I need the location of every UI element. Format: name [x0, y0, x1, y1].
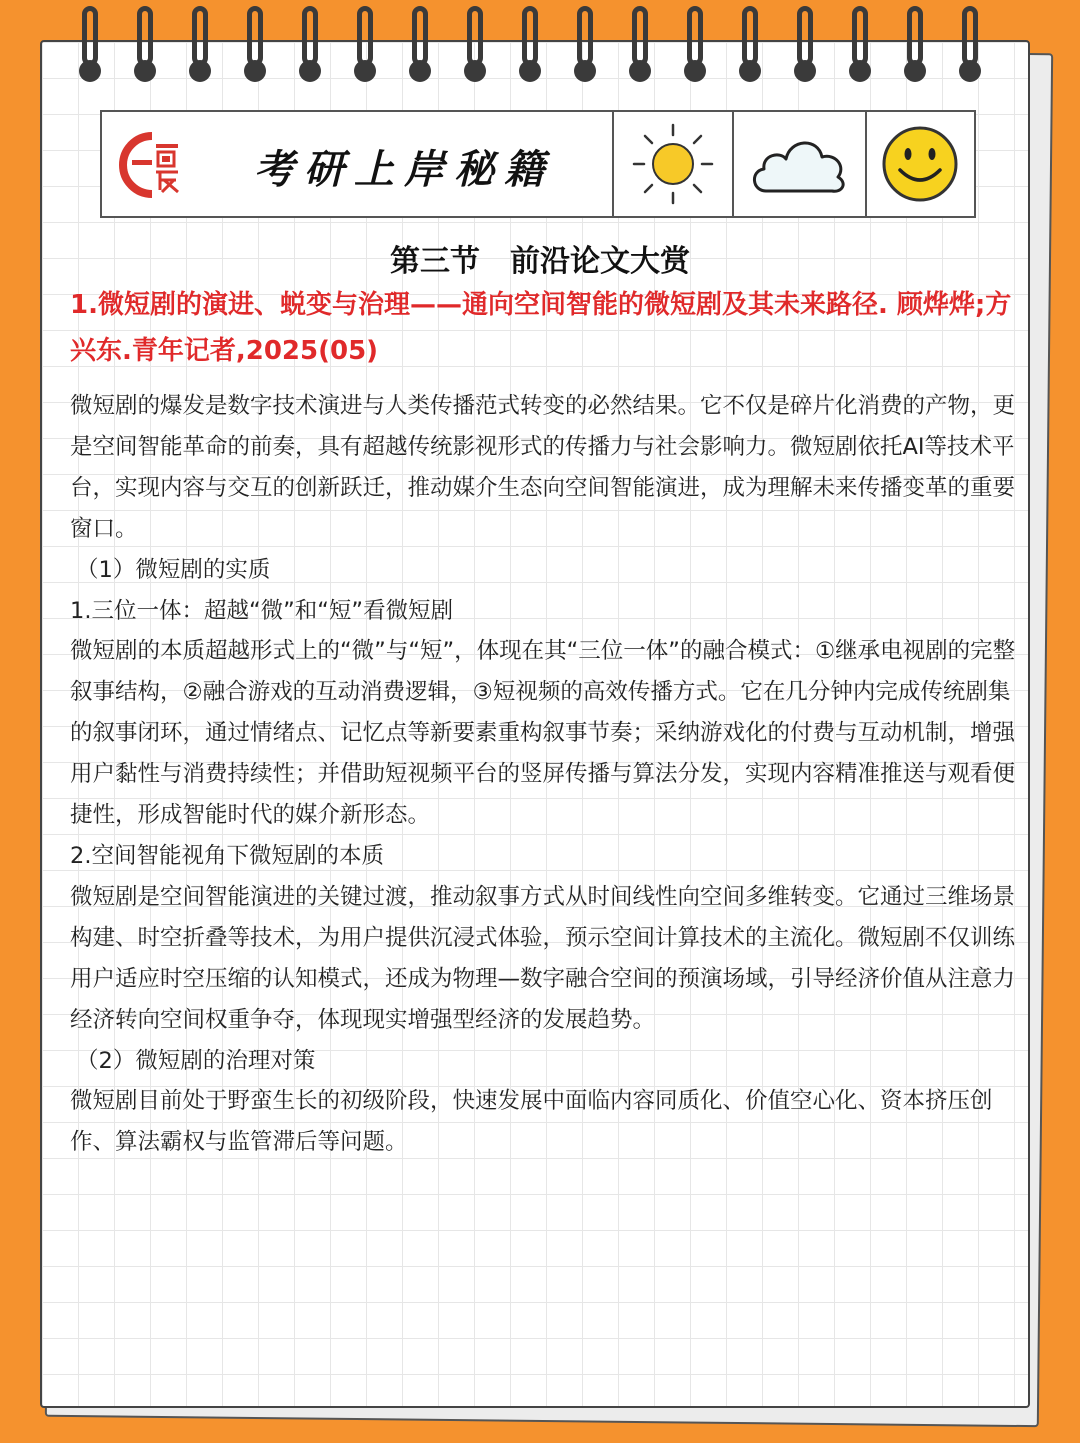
paragraph: 微短剧的爆发是数字技术演进与人类传播范式转变的必然结果。它不仅是碎片化消费的产物，更是空间智能革命的前奏，具有超越传统影视形式的传播力与社会影响力。微短剧依托AI等技术平台，实现内容与交互的创新跃迁，推动媒介生态向空间智能演进，成为理解未来传播变革的重要窗口。 — [70, 393, 1016, 542]
header-title-cell — [102, 112, 614, 216]
paragraph: 微短剧目前处于野蛮生长的初级阶段，快速发展中面临内容同质化、价值空心化、资本挤压创作、算法霸权与监管滞后等问题。 — [70, 1088, 993, 1156]
ring — [463, 4, 489, 84]
ring — [133, 4, 159, 84]
ring — [793, 4, 819, 84]
subheading: 2.空间智能视角下微短剧的本质 — [70, 842, 384, 869]
smiley-icon — [880, 124, 960, 204]
section-title: 第三节 前沿论文大赏 — [390, 244, 690, 279]
ring — [298, 4, 324, 84]
ring — [848, 4, 874, 84]
subheading: （1）微短剧的实质 — [76, 556, 271, 583]
ring — [518, 4, 544, 84]
ring — [188, 4, 214, 84]
spiral-binding — [78, 4, 998, 84]
smiley-cell — [867, 112, 974, 216]
brand-logo-icon — [116, 130, 186, 200]
sun-icon — [628, 119, 718, 209]
subheading: 1.三位一体：超越“微”和“短”看微短剧 — [70, 597, 454, 624]
ring — [738, 4, 764, 84]
ring — [628, 4, 654, 84]
paragraph: 微短剧的本质超越形式上的“微”与“短”，体现在其“三位一体”的融合模式：①继承电视剧的完整叙事结构，②融合游戏的互动消费逻辑，③短视频的高效传播方式。它在几分钟内完成传统剧集的叙事闭环，通过情绪点、记忆点等新要素重构叙事节奏；采纳游戏化的付费与互动机制，增强用户黏性与消费持续性；并借助短视频平台的竖屏传播与算法分发，实现内容精准推送与观看便捷性，形成智能时代的媒介新形态。 — [70, 638, 1016, 829]
sun-cell — [614, 112, 733, 216]
ring — [78, 4, 104, 84]
ring — [353, 4, 379, 84]
ring — [408, 4, 434, 84]
cloud-icon — [746, 129, 852, 199]
ring — [683, 4, 709, 84]
ring — [958, 4, 984, 84]
paper-title: 1.微短剧的演进、蜕变与治理——通向空间智能的微短剧及其未来路径. 顾烨烨;方兴东.青年记者,2025(05) — [70, 290, 1012, 366]
article-body — [70, 386, 1032, 1163]
header-title: 考研上岸秘籍 — [254, 146, 554, 193]
paragraph: 微短剧是空间智能演进的关键过渡，推动叙事方式从时间线性向空间多维转变。它通过三维场景构建、时空折叠等技术，为用户提供沉浸式体验，预示空间计算技术的主流化。微短剧不仅训练用户适应时空压缩的认知模式，还成为物理—数字融合空间的预演场域，引导经济价值从注意力经济转向空间权重争夺，体现现实增强型经济的发展趋势。 — [70, 883, 1016, 1033]
ring — [243, 4, 269, 84]
cloud-cell — [734, 112, 867, 216]
ring — [573, 4, 599, 84]
ring — [903, 4, 929, 84]
subheading: （2）微短剧的治理对策 — [76, 1047, 316, 1074]
header-banner — [100, 110, 976, 218]
